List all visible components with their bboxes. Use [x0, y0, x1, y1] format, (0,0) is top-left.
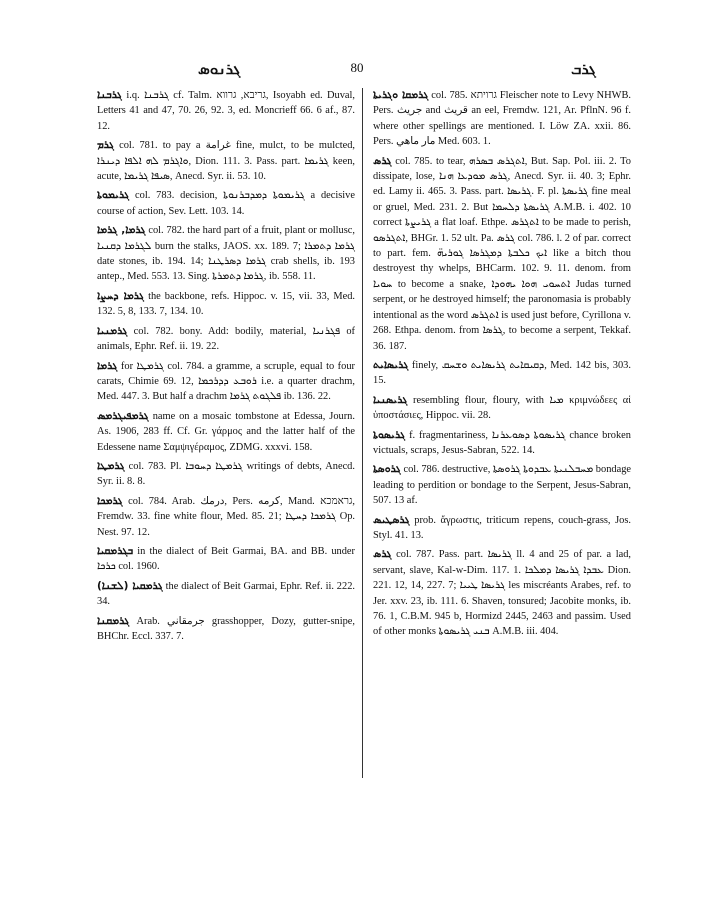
right-column [373, 88, 631, 644]
left-column [97, 88, 355, 648]
entry-text: the dialect of Beit Garmai, Ephr. Ref. ii. 222. 34. [97, 580, 355, 608]
dictionary-entry [97, 579, 355, 610]
entry-headword: ܓܪܝܣܐܝܬ [373, 358, 409, 371]
entry-text: col. 781. to pay a غرامة fine, mulct, to be mulcted, ܘܐܓܪܡ ܠܗ ܐܠܦܐ ܕܝܢܪܐ, Dion. 111. 3. Pass. part. ܓܪܝܡܐ keen, acute, ܣܝܦܐ ܓܪܝܡܐ, Anecd. Syr. ii. 53. 10. [97, 140, 355, 183]
entry-headword: ܓܪܡܩܢܐ [97, 614, 130, 627]
dictionary-entry [97, 138, 355, 184]
entry-headword: ܒܓܪܡܩܝܐ [97, 544, 134, 557]
entry-text: col. 787. Pass. part. ܓܪܝܣܐ ll. 4 and 25 of par. a lad, servant, slave, Kal-w-Dim. 117. 1. ܥܒܕܐ ܓܪܝܣܐ ܕܡܠܟܐ Dion. 221. 12, 14, 227. 7; ܓܪܝܣܐ ܛܝܝܐ les miscréants Arabes, ref. to Jer. xxv. 23, ib. 111. 6. Shaven, tonsured; Jacobite monks, ib. 76. 1, C.B.M. 945 b, Hormizd 2445, 2463 and passim. Used of other monks ܒܢܝ ܓܪܝܣܘܬܐ A.M.B. iii. 404. [373, 549, 631, 638]
running-head-left: ܓܪܢܘܣ [198, 60, 241, 78]
page-number: 80 [350, 60, 364, 75]
entry-headword: ܓܪܡܢܝܐ [97, 324, 128, 337]
page-header [88, 60, 626, 84]
dictionary-entry [373, 462, 631, 508]
entry-text: col. 785. גרויתא Fleischer note to Levy NHWB. Pers. جريث and قريث an eel, Fremdw. 121, Ar. PflnN. 96 f. where other spellings are mentioned. I. Löw ZA. xxii. 86. Pers. مار ماهي Med. 603. 1. [373, 90, 631, 148]
dictionary-entry [97, 359, 355, 405]
entry-text: col. 786. destructive, ܡܚܒܠܢܝܬܐ ܥܒܕܘܬܐ ܓܪܘܣܬܐ bondage leading to perdition or bondage to the Serpent, Jesus-Sabran, 507. 13 af. [373, 464, 632, 507]
entry-text: Arab. جرمقاني grasshopper, Dozy, gutter-snipe, BHChr. Eccl. 337. 7. [97, 615, 355, 642]
entry-text: for ܓܪܡܛܐ col. 784. a gramme, a scruple, equal to four carats, Chimie 69. 12, ܪܘܒܥ ܕܕܪܟܡܐ i.e. a quarter drachm, Med. 447. 3. But half a drachm ܦܠܓܘܬ ܓܪܡܐ ib. 136. 22. [97, 360, 355, 403]
entry-text: col. 785. to tear, ܐܬܓܪܣ ܒܣܪܗ, But. Sap. Pol. iii. 2. To dissipate, lose, ܓܪܣ ܡܘܕܥܐ ܗܢܐ, Anecd. Syr. ii. 40. 3; Ephr. ed. Lamy ii. 465. 3. Pass. part. ܓܪܝܣܐ. F. pl. ܓܪܝܣܬܐ fine meal or gruel, Med. 231. 2. But ܓܪܝܣܬܐ ܕܠܚܡܐ A.M.B. i. 402. 10 correct ܓܪܝܨܬܐ a flat loaf. Ethpe. ܐܬܓܪܣ to be made to perish, ܐܬܓܪܣܘ, BHGr. 1. 52 ult. Pa. ܓܪܣ col. 786. l. 2 of par. correct to part. fem. ܐܝܟ ܟܠܒܬܐ ܕܡܓܪܣܐ ܓܘܪܝܗ̈ like a bitch thou destroyest thy whelps, BHCarm. 102. 9. 11. denom. from ܚܘܝܐ to become a snake, ܐܬܚܘܝ ܗܘܐ ܝܗܘܕܐ Judas turned serpent, or he destroyed himself; the paronomasia is probably intentional as the word ܐܬܓܪܣ is used just before, Cyrillona v. 268. Ethpa. denom. from ܓܪܣܐ, to become a serpent, Tekkaf. 36. 187. [373, 155, 632, 352]
entry-headword: ܓܪܡܩܝܐ (ܠܫܢܐ) [97, 579, 163, 592]
dictionary-entry [97, 614, 355, 645]
entry-headword: ܓܪܣܛܝܣ [373, 513, 410, 526]
entry-headword: ܓܪܡܛܐ [97, 459, 125, 472]
entry-headword: ܓܪܡܦܝܓܪܡܣ [97, 409, 149, 422]
entry-text: col. 782. the hard part of a fruit, plant or mollusc, ܠܓܪܡܐ ܕܩܢܝܐ burn the stalks, JAOS. xx. 189. 7; ܓܪܡܐ ܕܬܡܪܐ date stones, ib. 194. 14; ܓܪܡܐ ܕܣܪܛܢܐ crab shells, ib. 193 antep., Med. 553. 13. Sing. ܓܪܡܐ ܕܬܡܪܬܐ, ib. 558. 11. [97, 225, 355, 283]
entry-text: finely, ܕܩܝܩܐܝܬ ܓܪܝܣܐܝܬ ܘܫܚܩ, Med. 142 bis, 303. 15. [373, 359, 631, 387]
entry-text: col. 783. Pl. ܓܪܡܛܐ ܕܚܘܒܐ writings of debts, Anecd. Syr. ii. 8. 8. [97, 460, 355, 488]
dictionary-entry [97, 289, 355, 320]
dictionary-entry [97, 88, 355, 134]
dictionary-entry [97, 494, 355, 540]
entry-headword: ܓܪܣ [373, 548, 392, 561]
entry-text: resembling flour, floury, with ܡܝܐ κριμνώδεες αἱ ὑποστάσιες, Hippoc. vii. 28. [373, 394, 631, 422]
entry-headword: ܓܪܝܣܢܝܐ [373, 393, 408, 406]
entry-headword: ܓܪܝܡܘܬܐ [97, 189, 130, 202]
entry-text: name on a mosaic tombstone at Edessa, Journ. As. 1906, 283 ff. Cf. Gr. γάρμος and the latter half of the Edessene name Σαμψιγέραμος, ZDMG. xxxvi. 158. [97, 410, 355, 453]
entry-text: col. 783. decision, ܓܪܝܡܘܬܐ ܕܡܕܒܪܢܘܬܐ a decisive course of action, Sev. Lett. 103. 14. [97, 190, 355, 217]
dictionary-entry [373, 547, 631, 639]
entry-text: f. fragmentariness, ܓܪܝܣܘܬܐ ܕܣܘܥܪܢܐ chance broken victuals, scraps, Jesus-Sabran, 522. 14. [373, 429, 631, 456]
entry-headword: ܓܪܡܐ [97, 359, 118, 372]
column-divider [362, 88, 363, 778]
dictionary-entry [373, 154, 631, 354]
dictionary-entry [97, 188, 355, 219]
entry-headword: ܓܪܡܟܐ [97, 494, 123, 507]
entry-headword: ܓܪܡܐ, ܓܪܡܐ [97, 224, 146, 237]
dictionary-entry [97, 409, 355, 455]
entry-headword: ܓܪܒܢܐ [97, 89, 123, 101]
entry-headword: ܓܪܡ [97, 139, 115, 152]
dictionary-entry [373, 513, 631, 544]
entry-text: the backbone, refs. Hippoc. v. 15, vii. 33, Med. 132. 5, 8, 133. 7, 134. 10. [97, 290, 355, 318]
dictionary-entry [97, 459, 355, 490]
entry-text: prob. ἄγρωστις, triticum repens, couch-grass, Jos. Styl. 41. 13. [373, 514, 631, 541]
dictionary-entry [373, 358, 631, 389]
entry-text: i.q. ܓܪܒܢܐ cf. Talm. גריבא, גרווא, Isoyabh ed. Duval, Letters 41 and 47, 70. 26, 92. 3, ed. Moncrieff 66. 6 af., 87. 12. [97, 90, 355, 132]
entry-text: in the dialect of Beit Garmai, BA. and BB. under ܟܪܟܐ col. 1960. [97, 545, 355, 573]
entry-text: col. 784. Arab. درمك, Pers. كرمه, Mand. גראמכא, Fremdw. 33. fine white flour, Med. 85. 21; ܓܪܡܟܐ ܕܚܛܐ Op. Nest. 97. 12. [97, 495, 355, 538]
entry-headword: ܓܪܝܣܘܬܐ [373, 428, 406, 441]
entry-headword: ܓܪܘܣܬܐ [373, 463, 401, 476]
running-head-right: ܓܪܒ [571, 60, 596, 78]
dictionary-entry [373, 88, 631, 150]
entry-headword: ܓܪܡܐ ܕܚܨܐ [97, 289, 145, 302]
entry-headword: ܓܪܣ [373, 154, 392, 167]
dictionary-entry [97, 324, 355, 355]
entry-text: col. 782. bony. Add: bodily, material, ܦܓܪܢܝܐ of animals, Ephr. Ref. ii. 19. 22. [97, 325, 355, 353]
entry-headword: ܓܪܡܩܐ ܘܓܪܝܬܐ [373, 89, 429, 101]
dictionary-entry [373, 393, 631, 424]
dictionary-entry [97, 544, 355, 575]
dictionary-entry [97, 223, 355, 285]
dictionary-entry [373, 428, 631, 459]
